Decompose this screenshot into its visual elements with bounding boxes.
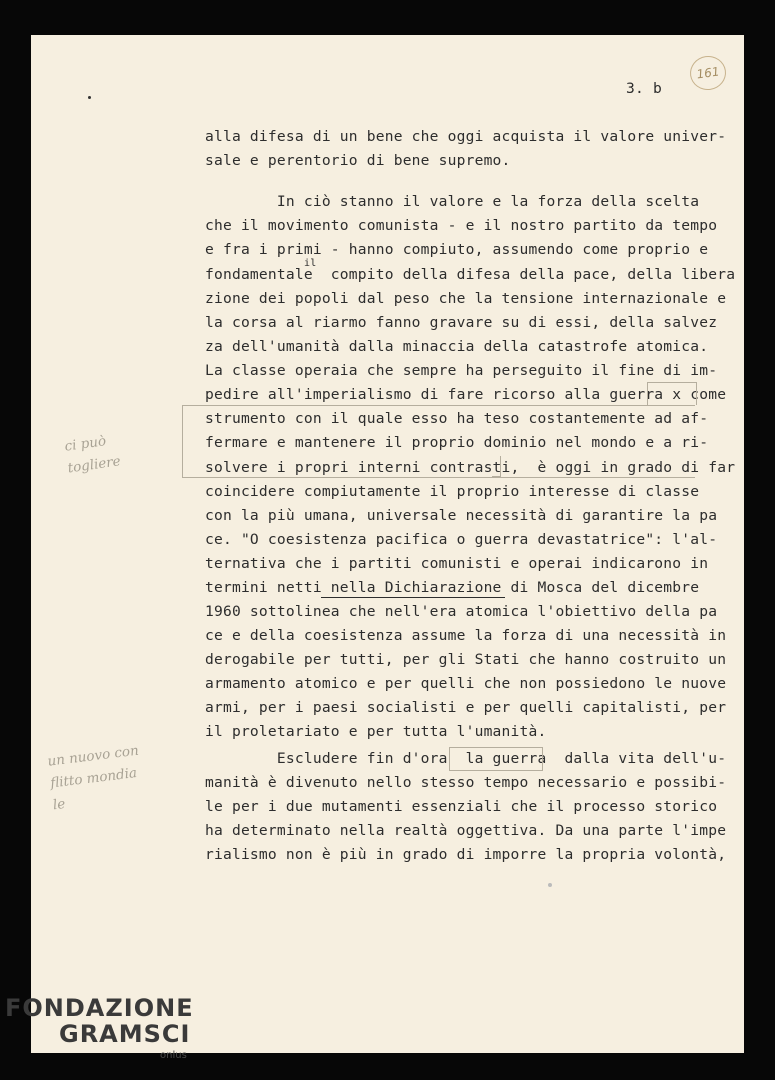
text-line: le per i due mutamenti essenziali che il processo storico [205, 798, 718, 815]
pencil-bracket-start [647, 382, 697, 405]
text-line: zione dei popoli dal peso che la tensione internazionale e [205, 290, 727, 307]
text-line: armi, per i paesi socialisti e per quelli capitalisti, per [205, 699, 727, 716]
text-line: che il movimento comunista - e il nostro partito da tempo [205, 217, 718, 234]
text-line: con la più umana, universale necessità di garantire la pa [205, 507, 718, 524]
text-line: manità è divenuto nello stesso tempo necessario e possibi- [205, 774, 727, 791]
text-line-with-underline: termini netti nella Dichiarazione di Mosca del dicembre [205, 579, 700, 596]
text-line: La classe operaia che sempre ha perseguito il fine di im- [205, 362, 718, 379]
text-line: Escludere fin d'ora la guerra dalla vita dell'u- [205, 750, 727, 767]
pencil-bracket-passage [182, 405, 695, 478]
logo-suffix: onlus [160, 1050, 187, 1061]
underline-mark [321, 597, 505, 598]
text-line: ce. "O coesistenza pacifica o guerra devastatrice": l'al- [205, 531, 718, 548]
text-line: In ciò stanno il valore e la forza della scelta [205, 193, 700, 210]
pencil-bracket-end [492, 456, 501, 477]
text-line: 1960 sottolinea che nell'era atomica l'obiettivo della pa [205, 603, 718, 620]
text-line: solvere i propri interni contrasti, è oggi in grado di far [205, 459, 736, 476]
logo-line-1: FONDAZIONE [5, 994, 194, 1022]
logo-line-2: GRAMSCI [59, 1020, 191, 1048]
page-number: 3. b [626, 80, 662, 97]
text-line: alla difesa di un bene che oggi acquista il valore univer- [205, 128, 727, 145]
text-line: e fra i primi - hanno compiuto, assumendo come proprio e [205, 241, 709, 258]
text-line: ce e della coesistenza assume la forza di una necessità in [205, 627, 727, 644]
margin-note-pencil: ci può togliere [63, 433, 122, 477]
text-line: pedire all'imperialismo di fare ricorso alla guerra x come [205, 386, 727, 403]
archive-stamp-number: 161 [695, 64, 721, 82]
text-line: la corsa al riarmo fanno gravare su di essi, della salvez [205, 314, 718, 331]
text-line: derogabile per tutti, per gli Stati che hanno costruito un [205, 651, 727, 668]
paper-speck [548, 883, 552, 887]
ink-dot [88, 96, 91, 99]
text-line: za dell'umanità dalla minaccia della catastrofe atomica. [205, 338, 709, 355]
text-line: ha determinato nella realtà oggettiva. Da una parte l'impe [205, 822, 727, 839]
text-line: fondamentale compito della difesa della pace, della libera [205, 266, 736, 283]
text-line: ternativa che i partiti comunisti e operai indicarono in [205, 555, 709, 572]
fondazione-gramsci-logo [5, 995, 194, 1047]
text-line: armamento atomico e per quelli che non possiedono le nuove [205, 675, 727, 692]
typed-insertion: il [304, 258, 317, 269]
text-line: strumento con il quale esso ha teso costantemente ad af- [205, 410, 709, 427]
margin-note-pencil: un nuovo con flitto mondia le [46, 742, 140, 814]
text-line: fermare e mantenere il proprio dominio nel mondo e a ri- [205, 434, 709, 451]
text-line: coincidere compiutamente il proprio interesse di classe [205, 483, 700, 500]
text-line: sale e perentorio di bene supremo. [205, 152, 511, 169]
text-line: rialismo non è più in grado di imporre la propria volontà, [205, 846, 727, 863]
text-line: il proletariato e per tutta l'umanità. [205, 723, 547, 740]
pencil-box-la-guerra [449, 747, 543, 771]
